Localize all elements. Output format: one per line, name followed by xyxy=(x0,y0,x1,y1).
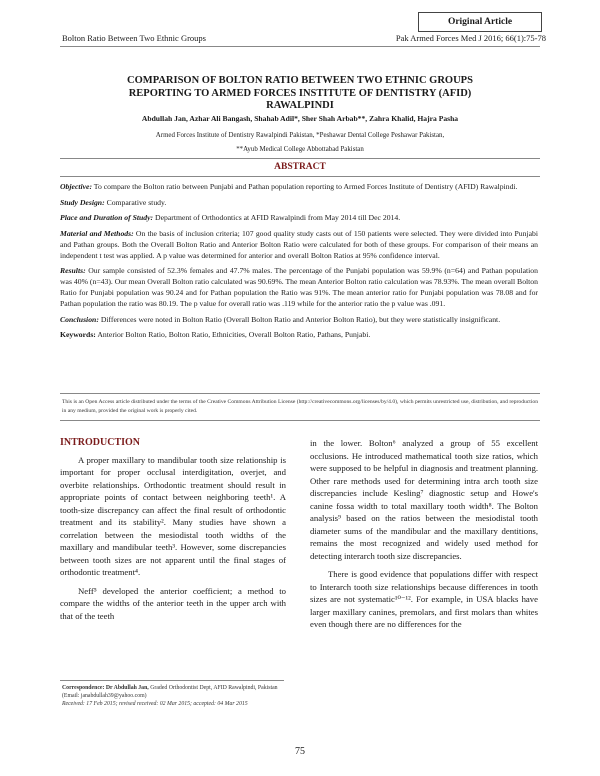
design-text: Comparative study. xyxy=(104,197,167,207)
article-title xyxy=(60,75,540,113)
objective-text: To compare the Bolton ratio between Punjabi and Pathan population reporting to Armed Forces Institute of Dentistry (AFID) Rawalpindi. xyxy=(92,182,518,191)
title-line: RAWALPINDI xyxy=(266,100,334,111)
abstract-rule-mid xyxy=(60,176,540,177)
correspondence-details: Graded Orthodontist Dept, AFID Rawalpindi, Pakistan (Email: janabdullah39@yahoo.com) xyxy=(62,685,278,699)
abstract-rule-top xyxy=(60,158,540,159)
license-rule-top xyxy=(60,393,540,394)
introduction-heading: INTRODUCTION xyxy=(60,437,141,448)
correspondence-note xyxy=(62,684,284,708)
running-head-left: Bolton Ratio Between Two Ethnic Groups xyxy=(62,33,206,43)
correspondence-text xyxy=(62,684,284,700)
abstract-design xyxy=(60,197,538,208)
abstract-methods xyxy=(60,228,538,261)
intro-paragraph: in the lower. Bolton⁶ analyzed a group of 55 excellent occlusions. He introduced mathematical tooth size ratios, which were supposed to be helpful in diagnosis and treatment planning. Other rare methods used for determining intra arch tooth size discrepancies include Kesling⁷ diagnostic setup and Howe's canine fossa width to total maxillary tooth width⁸. The Bolton analysis⁹ based on the ratios between the mesiodistal tooth diameter sums of the mandibular and the maxillary dentitions, remains the most recognized and widely used method for detecting interarch tooth size discrepancies. xyxy=(310,438,538,561)
methods-label: Material and Methods: xyxy=(60,228,134,238)
objective-label: Objective: xyxy=(60,182,93,191)
abstract-conclusion xyxy=(60,314,538,325)
running-head-right: Pak Armed Forces Med J 2016; 66(1):75-78 xyxy=(395,33,546,43)
page-number: 75 xyxy=(295,746,305,757)
title-line: COMPARISON OF BOLTON RATIO BETWEEN TWO ETHNIC GROUPS xyxy=(127,75,473,86)
body-column-right xyxy=(310,437,538,637)
correspondence-label: Correspondence: Dr Abdullah Jan, xyxy=(62,685,149,691)
author-list: Abdullah Jan, Azhar Ali Bangash, Shahab Adil*, Sher Shah Arbab**, Zahra Khalid, Hajra Pasha xyxy=(141,114,459,123)
abstract-keywords xyxy=(60,329,538,340)
place-text: Department of Orthodontics at AFID Rawalpindi from May 2014 till Dec 2014. xyxy=(153,213,401,222)
conclusion-text: Differences were noted in Bolton Ratio (Overall Bolton Ratio and Anterior Bolton Ratio), but they were statistically insignificant. xyxy=(98,314,501,324)
header-rule xyxy=(60,46,540,47)
license-rule-bottom xyxy=(60,420,540,421)
body-column-left xyxy=(60,437,286,628)
affiliation-line: **Ayub Medical College Abbottabad Pakistan xyxy=(236,146,364,153)
design-label: Study Design: xyxy=(60,197,105,207)
abstract-body xyxy=(60,181,538,345)
article-type-badge: Original Article xyxy=(418,12,542,32)
keywords-label: Keywords: xyxy=(60,330,96,339)
keywords-text: Anterior Bolton Ratio, Bolton Ratio, Ethnicities, Overall Bolton Ratio, Pathans, Punjabi. xyxy=(95,330,371,339)
abstract-heading: ABSTRACT xyxy=(274,162,326,172)
conclusion-label: Conclusion: xyxy=(60,314,99,324)
affiliation-line: Armed Forces Institute of Dentistry Rawalpindi Pakistan, *Peshawar Dental College Peshawar Pakistan, xyxy=(155,132,445,139)
title-line: REPORTING TO ARMED FORCES INSTITUTE OF DENTISTRY (AFID) xyxy=(128,87,472,99)
intro-paragraph: Neff⁵ developed the anterior coefficient; a method to compare the widths of the anterior teeth in the upper arch with that of the teeth xyxy=(60,585,286,621)
intro-paragraph: A proper maxillary to mandibular tooth size relationship is important for proper occlusal interdigitation, overjet, and overbite relationships. Orthodontic treatment should result in appropriate points of contact between neighboring teeth¹. A tooth-size discrepancy can affect the final result of orthodontic treatment and its stability². Many studies have shown a correlation between the mesiodistal tooth widths of the maxillary and mandibular teeth³. However, some discrepancies between tooth sizes are not apparent until the final stages of orthodontic treatment⁴. xyxy=(60,454,286,577)
methods-text: On the basis of inclusion criteria; 107 good quality study casts out of 150 patients were selected. They were divided into Punjabi and Pathan groups. Both the Overall Bolton Ratio and Anterior Bolton Ratio were calculated for both of these groups. For comparison of their means an independent t test was applied. A p value was determined for anterior and overall Bolton Ratios at 95% confidence interval. xyxy=(60,228,538,260)
license-notice: This is an Open Access article distributed under the terms of the Creative Commons Attribution License (http://creativecommons.org/licenses/by/4.0), which permits unrestricted use, distribution, and reproduction in any medium, provided the original work is properly cited. xyxy=(62,399,538,414)
affiliations xyxy=(60,129,540,157)
results-label: Results: xyxy=(60,266,86,275)
correspondence-rule xyxy=(60,680,284,681)
intro-paragraph: There is good evidence that populations differ with respect to Interarch tooth size relationships because differences in tooth sizes are not systematic¹⁰⁻¹². For example, in USA blacks have larger maxillary canines, premolars, and first molars than whites even though there are no differences for the xyxy=(310,569,538,629)
abstract-results xyxy=(60,265,538,309)
abstract-place xyxy=(60,212,538,223)
received-dates: Received: 17 Feb 2015; revised received: 02 Mar 2015; accepted: 04 Mar 2015 xyxy=(62,701,248,707)
results-text: Our sample consisted of 52.3% females and 47.7% males. The percentage of the Punjabi population was 59.9% (n=64) and Pathan population was 40% (n=43). Our mean Overall Bolton ratio calculated was 90.69%. The mean Anterior Bolton ratio calculation was 78.93%. The mean overall Bolton Ratio for Punjabi population was 90.24 and for Pathan population the Ratio was 91%. The mean anterior ratio for Punjabi population was 78.08 and for Pathan population the ratio was 80.19. The p value for overall ratio was .119 while for the anterior ratio the p value was .091. xyxy=(60,266,538,308)
abstract-objective xyxy=(60,181,538,192)
place-label: Place and Duration of Study: xyxy=(60,213,154,222)
